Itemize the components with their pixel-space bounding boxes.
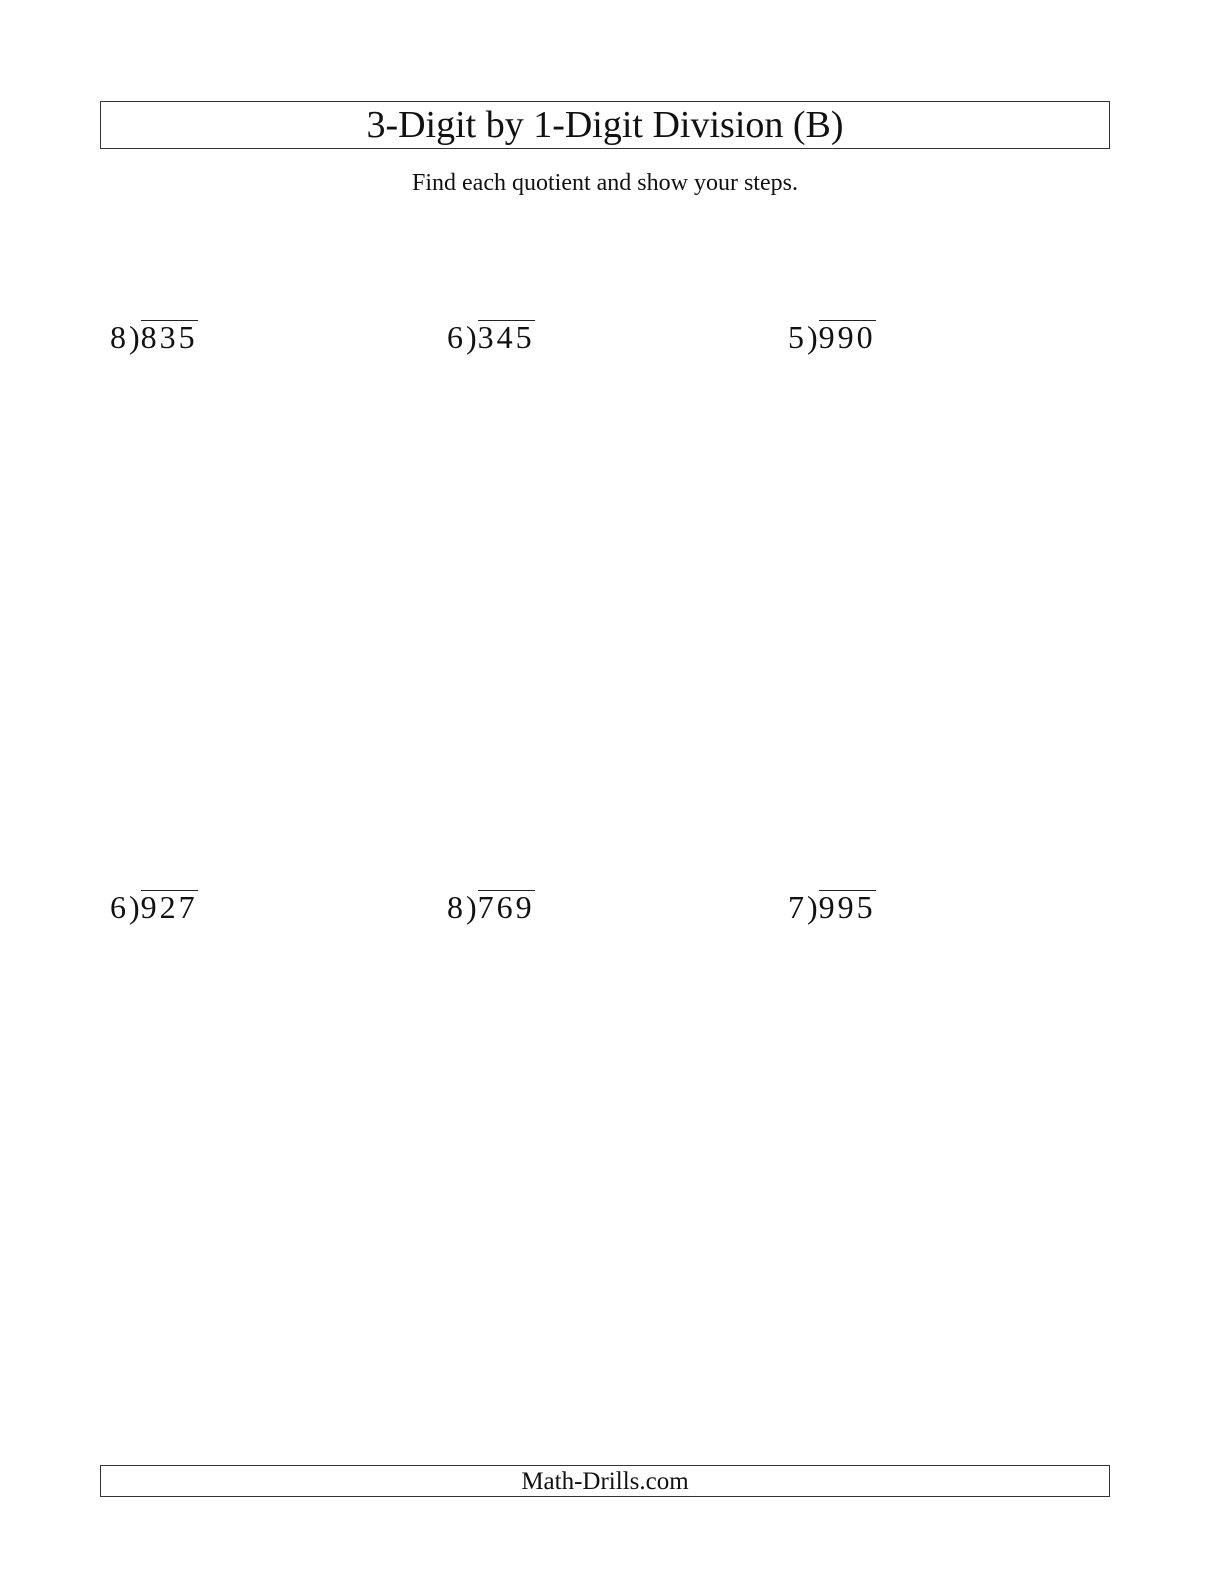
dividend: 927: [140, 889, 198, 925]
division-problem-3: [788, 320, 876, 353]
divisor: 6: [110, 889, 129, 925]
division-bracket: ): [807, 319, 818, 355]
instructions: Find each quotient and show your steps.: [412, 170, 798, 196]
divisor: 5: [788, 319, 807, 355]
division-problem-5: [447, 890, 535, 923]
division-problem-2: [447, 320, 535, 353]
footer-site-name: Math-Drills.com: [521, 1467, 689, 1495]
dividend: 769: [477, 889, 535, 925]
footer-box: [100, 1465, 1110, 1497]
worksheet-title: 3-Digit by 1-Digit Division (B): [366, 104, 844, 146]
divisor: 8: [110, 319, 129, 355]
division-bracket: ): [466, 319, 477, 355]
division-bracket: ): [466, 889, 477, 925]
division-bracket: ): [807, 889, 818, 925]
dividend: 345: [477, 319, 535, 355]
division-problem-4: [110, 890, 198, 923]
dividend: 835: [140, 319, 198, 355]
divisor: 6: [447, 319, 466, 355]
dividend: 995: [818, 889, 876, 925]
divisor: 7: [788, 889, 807, 925]
division-problem-6: [788, 890, 876, 923]
division-problem-1: [110, 320, 198, 353]
title-box: [100, 101, 1110, 149]
divisor: 8: [447, 889, 466, 925]
division-bracket: ): [129, 889, 140, 925]
dividend: 990: [818, 319, 876, 355]
division-bracket: ): [129, 319, 140, 355]
